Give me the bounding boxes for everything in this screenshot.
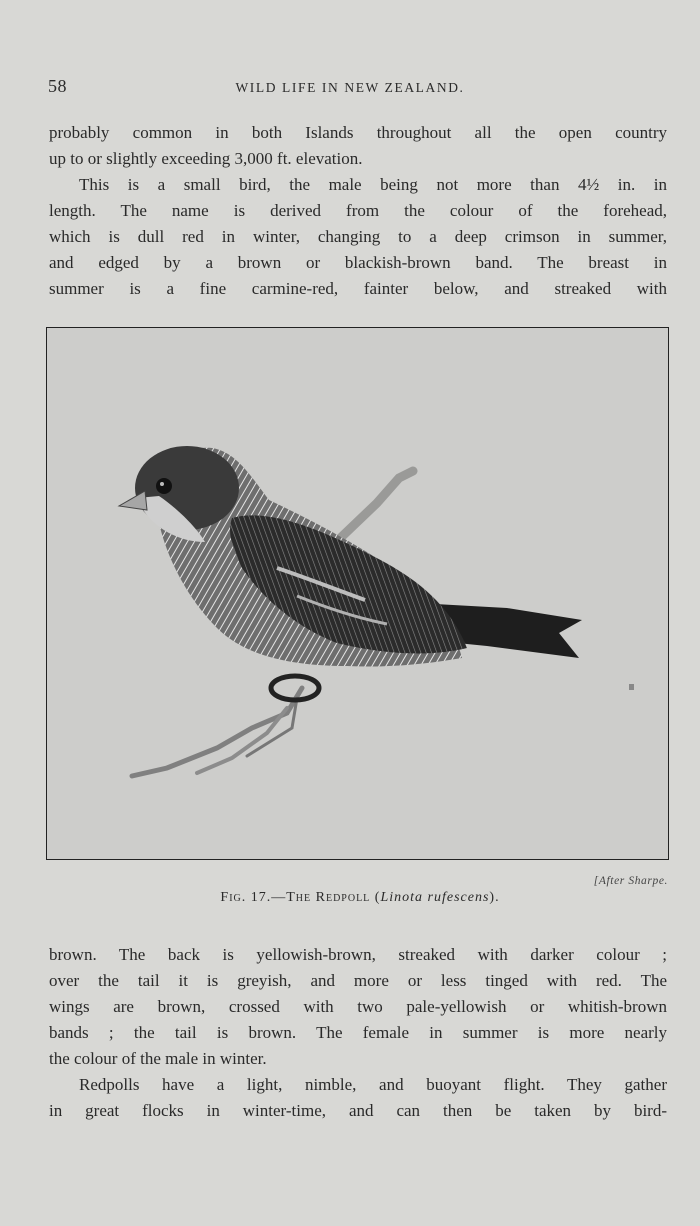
bird-beak: [119, 491, 147, 510]
caption-open-paren: (: [370, 890, 381, 905]
figure-illustration: [46, 327, 669, 860]
text-line: summer is a fine carmine-red, fainter below, and streaked with: [49, 279, 667, 298]
text-line: and edged by a brown or blackish-brown band. The breast in: [49, 253, 667, 272]
body-text-bottom: [49, 942, 667, 1124]
page-number: 58: [48, 76, 67, 96]
redpoll-illustration: [47, 328, 668, 859]
text-line: This is a small bird, the male being not more than 4½ in. in: [79, 175, 667, 194]
figure-caption: [0, 890, 700, 906]
caption-label: Fig. 17.—The Redpoll: [220, 890, 371, 905]
body-text-top: [49, 120, 667, 302]
text-line: probably common in both Islands throughout all the open country: [49, 123, 667, 142]
text-line: wings are brown, crossed with two pale-yellowish or whitish-brown: [49, 997, 667, 1016]
figure-credit: [After Sharpe.: [593, 875, 668, 887]
text-line: the colour of the male in winter.: [49, 1049, 267, 1068]
text-line: bands ; the tail is brown. The female in summer is more nearly: [49, 1023, 667, 1042]
text-line: in great flocks in winter-time, and can then be taken by bird-: [49, 1101, 667, 1120]
text-line: up to or slightly exceeding 3,000 ft. elevation.: [49, 149, 363, 168]
running-title: WILD LIFE IN NEW ZEALAND.: [235, 80, 465, 95]
caption-close-paren: ).: [489, 890, 500, 905]
text-line: which is dull red in winter, changing to a deep crimson in summer,: [49, 227, 667, 246]
text-line: over the tail it is greyish, and more or less tinged with red. The: [49, 971, 667, 990]
bird-eye: [156, 478, 172, 494]
caption-species: Linota rufescens: [380, 890, 490, 905]
text-line: length. The name is derived from the colour of the forehead,: [49, 201, 667, 220]
branch-upper: [332, 471, 413, 546]
text-line: Redpolls have a light, nimble, and buoyant flight. They gather: [79, 1075, 667, 1094]
text-line: brown. The back is yellowish-brown, streaked with darker colour ;: [49, 945, 667, 964]
